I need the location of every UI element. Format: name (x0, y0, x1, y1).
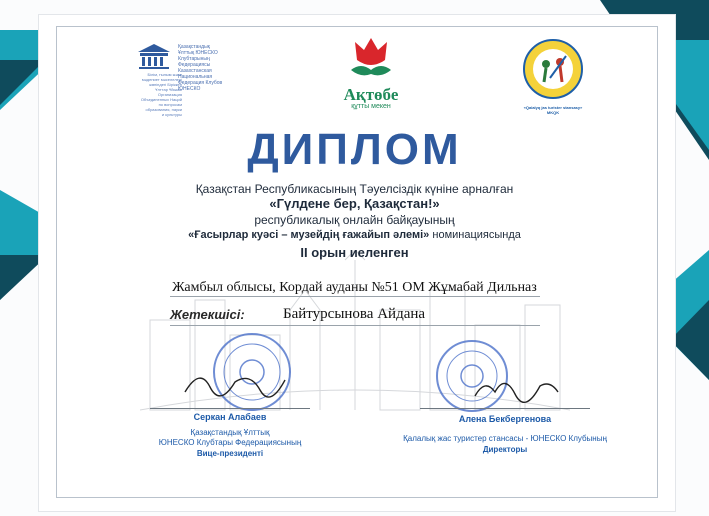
left-signature-line (150, 408, 310, 409)
right-signatory-org: Қалалық жас туристер стансасы - ЮНЕСКО Клубының (403, 434, 607, 443)
left-signature (180, 362, 290, 402)
right-signatory-role: Директоры (482, 445, 528, 454)
recipient-underline (170, 296, 540, 297)
supervisor-label: Жетекшісі: (170, 307, 245, 322)
unesco-federation-text: Қазақстандық Ұлттық ЮНЕСКО Клубтарының Федерациясы Казахстанская Национальная Федерация Клубов ЮНЕСКО (178, 44, 223, 92)
unesco-logo (134, 42, 174, 75)
nomination-name: «Ғасырлар куәсі – музейдің ғажайып әлемі» (188, 229, 430, 241)
left-signatory-org: Қазақстандық Ұлттық ЮНЕСКО Клубтары Федерациясының (158, 428, 302, 447)
right-signature (470, 370, 560, 406)
line-contest-type: республикалық онлайн байқауының (254, 213, 455, 227)
contest-name: «Гүлдене бер, Қазақстан!» (269, 196, 440, 211)
supervisor-underline (170, 325, 540, 326)
unesco-temple-icon (134, 42, 174, 70)
diploma-title: ДИПЛОМ (247, 125, 462, 174)
line-dedication: Қазақстан Республикасының Тәуелсіздік күніне арналған (195, 182, 514, 196)
right-signature-line (420, 408, 590, 409)
supervisor-name: Байтурсынова Айдана (283, 306, 426, 322)
nomination-suffix: номинациясында (432, 229, 521, 241)
tulip-icon (345, 34, 397, 82)
aktobe-logo (336, 34, 406, 110)
tourist-station-emblem-icon (522, 38, 584, 100)
unesco-org-text: Білім, ғылым және мәдениет мәселелері жөніндегі Біріккен Ұлттар Ұйымы Организация Объединенных Наций по вопросам образования, науки и культуры (140, 72, 182, 117)
recipient-name: Жамбыл облысы, Кордай ауданы №51 ОМ Жұмабай Дильназ (172, 280, 537, 295)
place-awarded: ІІ орын иеленген (300, 245, 409, 260)
aktobe-name: Ақтөбе (343, 85, 399, 104)
right-signatory-name: Алена Бекбергенова (458, 414, 552, 424)
stansa-logo (518, 38, 588, 115)
nomination-line (0, 229, 709, 241)
stansa-caption: «Qalalyq jas turister stansasy» MKQK (523, 105, 583, 115)
left-signatory-role: Вице-президенті (196, 449, 264, 458)
left-signatory-name: Серкан Алабаев (193, 412, 267, 422)
aktobe-tagline: құтты мекен (351, 103, 391, 110)
